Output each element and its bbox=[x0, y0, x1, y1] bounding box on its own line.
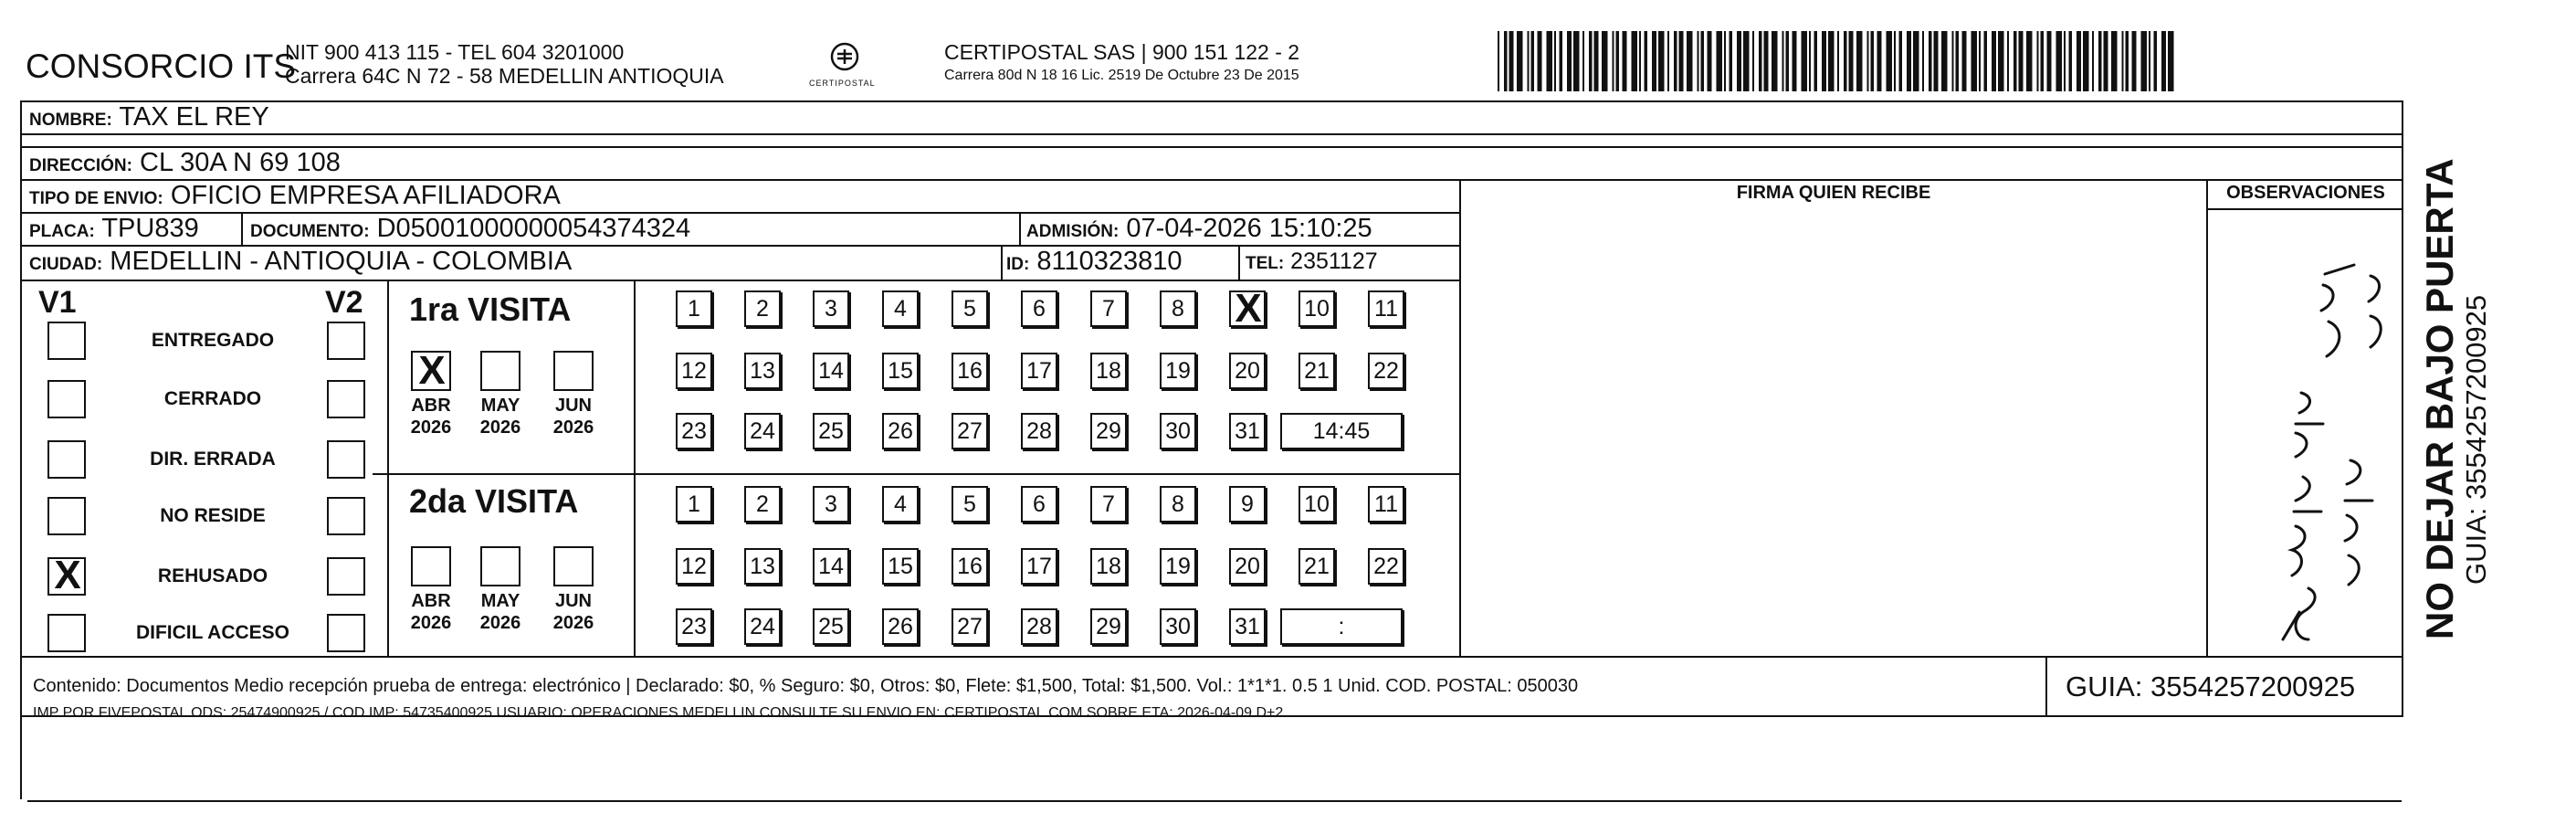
barcode-bar bbox=[2126, 31, 2129, 91]
month-year: 2026 bbox=[552, 613, 594, 633]
barcode-bar bbox=[1708, 31, 1712, 91]
barcode-bar bbox=[1971, 31, 1978, 91]
barcode-bar bbox=[1941, 31, 1948, 91]
v1-checkbox[interactable] bbox=[47, 497, 86, 535]
barcode-bar bbox=[1952, 31, 1954, 91]
barcode-bar bbox=[2168, 31, 2174, 91]
day-box[interactable]: 9 bbox=[1229, 486, 1266, 523]
day-box[interactable]: 17 bbox=[1021, 353, 1057, 389]
barcode-bar bbox=[1828, 31, 1835, 91]
check-mark-icon: X bbox=[418, 348, 446, 393]
day-box[interactable]: 15 bbox=[882, 548, 919, 585]
day-box[interactable]: 11 bbox=[1368, 486, 1404, 523]
first-visit-title: 1ra VISITA bbox=[409, 290, 572, 328]
admision-field bbox=[1026, 214, 1372, 244]
barcode-bar bbox=[1979, 31, 1981, 91]
day-box[interactable]: 25 bbox=[813, 608, 849, 645]
barcode-bar bbox=[1594, 31, 1599, 91]
placa-field bbox=[29, 214, 199, 244]
barcode-bar bbox=[1992, 31, 1996, 91]
barcode-bar bbox=[1632, 31, 1638, 91]
day-box[interactable]: 1 bbox=[676, 486, 712, 523]
barcode-bar bbox=[1913, 31, 1919, 91]
day-box[interactable]: 16 bbox=[952, 353, 988, 389]
tel-label: TEL: bbox=[1246, 254, 1285, 273]
day-box[interactable]: 26 bbox=[882, 608, 919, 645]
ciudad-field bbox=[29, 247, 572, 277]
day-box[interactable]: 10 bbox=[1299, 290, 1335, 327]
day-box[interactable]: 29 bbox=[1090, 413, 1127, 449]
barcode-bar bbox=[1822, 31, 1826, 91]
v1-checkbox[interactable] bbox=[47, 322, 86, 360]
tipo-envio-field bbox=[29, 181, 561, 211]
barcode-bar bbox=[2007, 31, 2009, 91]
day-box[interactable]: 31 bbox=[1229, 608, 1266, 645]
check-mark-icon: X bbox=[1235, 286, 1262, 331]
month-name: MAY bbox=[480, 591, 520, 611]
day-box[interactable]: 14 bbox=[813, 353, 849, 389]
month-year: 2026 bbox=[410, 417, 452, 438]
day-box[interactable]: 30 bbox=[1160, 608, 1196, 645]
company-name: CONSORCIO ITS bbox=[26, 48, 297, 85]
company-info bbox=[285, 40, 724, 88]
barcode-bar bbox=[1786, 31, 1790, 91]
day-box[interactable]: 8 bbox=[1160, 486, 1196, 523]
barcode-bar bbox=[1844, 31, 1847, 91]
day-box[interactable]: 2 bbox=[744, 290, 781, 327]
tel-value: 2351127 bbox=[1290, 248, 1378, 274]
barcode-bar bbox=[1962, 31, 1967, 91]
v1-checkbox[interactable] bbox=[47, 440, 86, 479]
day-box[interactable]: 26 bbox=[882, 413, 919, 449]
tel-field bbox=[1246, 248, 1378, 275]
day-box[interactable]: 16 bbox=[952, 548, 988, 585]
certipostal-info bbox=[944, 40, 1299, 88]
day-box[interactable]: 19 bbox=[1160, 548, 1196, 585]
certi-line: CERTIPOSTAL SAS | 900 151 122 - 2 bbox=[944, 40, 1300, 64]
day-box[interactable]: 7 bbox=[1090, 486, 1127, 523]
month-year: 2026 bbox=[479, 613, 521, 633]
barcode-bar bbox=[1907, 31, 1911, 91]
day-box[interactable]: 23 bbox=[676, 608, 712, 645]
v2-label: V2 bbox=[325, 285, 363, 320]
barcode-bar bbox=[2069, 31, 2073, 91]
direccion-label: DIRECCIÓN: bbox=[29, 156, 132, 175]
day-box[interactable] bbox=[1229, 286, 1266, 331]
barcode-bar bbox=[1856, 31, 1863, 91]
v2-checkbox[interactable] bbox=[327, 322, 365, 360]
first-visit-time[interactable]: 14:45 bbox=[1280, 413, 1403, 449]
barcode-bar bbox=[1730, 31, 1733, 91]
day-box[interactable]: 14 bbox=[813, 548, 849, 585]
barcode-bar bbox=[1538, 31, 1542, 91]
barcode-bar bbox=[1984, 31, 1988, 91]
id-field bbox=[1006, 247, 1183, 277]
side-guia: GUIA: 3554257200925 bbox=[2460, 294, 2492, 585]
barcode-bar bbox=[2092, 31, 2094, 91]
barcode-bar bbox=[1674, 31, 1677, 91]
day-box[interactable]: 22 bbox=[1368, 353, 1404, 389]
month-name: MAY bbox=[480, 396, 520, 416]
tipo-value: OFICIO EMPRESA AFILIADORA bbox=[170, 181, 561, 210]
barcode-bar bbox=[2111, 31, 2118, 91]
day-box[interactable]: 5 bbox=[952, 290, 988, 327]
day-box[interactable]: 17 bbox=[1021, 548, 1057, 585]
barcode-bar bbox=[2047, 31, 2052, 91]
footer-contents: Contenido: Documentos Medio recepción prueba de entrega: electrónico | Declarado: $0, % Seguro: $0, Otros: $0, Flete: $1,500, Total: $1,500. Vol.: 1*1*1. 0.5 1 Unid. COD. POSTAL: 050030 bbox=[33, 676, 1579, 696]
barcode-bar bbox=[1528, 31, 1530, 91]
day-box[interactable]: 12 bbox=[676, 548, 712, 585]
day-box[interactable]: 11 bbox=[1368, 290, 1404, 327]
day-box[interactable]: 20 bbox=[1229, 353, 1266, 389]
barcode-bar bbox=[1802, 31, 1808, 91]
day-box[interactable]: 7 bbox=[1090, 290, 1127, 327]
nombre-value: TAX EL REY bbox=[119, 102, 269, 132]
barcode-bar bbox=[1894, 31, 1896, 91]
barcode-bar bbox=[1582, 31, 1584, 91]
barcode-bar bbox=[2077, 31, 2081, 91]
day-box[interactable]: 8 bbox=[1160, 290, 1196, 327]
day-box[interactable]: 31 bbox=[1229, 413, 1266, 449]
barcode-bar bbox=[1759, 31, 1762, 91]
barcode-bar bbox=[1871, 31, 1875, 91]
month-label bbox=[546, 395, 601, 438]
nombre-field bbox=[29, 102, 269, 132]
v2-checkbox[interactable] bbox=[327, 614, 365, 652]
month-year: 2026 bbox=[479, 417, 521, 438]
documento-value: D05001000000054374324 bbox=[376, 214, 691, 243]
barcode-bar bbox=[1667, 31, 1669, 91]
day-box[interactable]: 23 bbox=[676, 413, 712, 449]
barcode-bar bbox=[1652, 31, 1656, 91]
barcode-bar bbox=[1934, 31, 1939, 91]
barcode-bar bbox=[2083, 31, 2089, 91]
status-label: DIFICIL ACCESO bbox=[135, 622, 289, 643]
barcode-bar bbox=[1687, 31, 1693, 91]
day-box[interactable]: 22 bbox=[1368, 548, 1404, 585]
barcode-bar bbox=[2161, 31, 2166, 91]
v1-checkbox[interactable] bbox=[47, 380, 86, 418]
barcode-bar bbox=[1877, 31, 1882, 91]
barcode-bar bbox=[2041, 31, 2045, 91]
day-box[interactable]: 24 bbox=[744, 413, 781, 449]
barcode-bar bbox=[1567, 31, 1572, 91]
second-visit-title: 2da VISITA bbox=[409, 482, 579, 520]
barcode-bar bbox=[1743, 31, 1750, 91]
barcode-bar bbox=[2122, 31, 2124, 91]
barcode-bar bbox=[1772, 31, 1778, 91]
month-checkbox[interactable] bbox=[480, 351, 520, 391]
v2-checkbox[interactable] bbox=[327, 380, 365, 418]
guia-number: GUIA: 3554257200925 bbox=[2066, 670, 2356, 702]
month-checkbox[interactable] bbox=[411, 348, 451, 393]
barcode-bar bbox=[1602, 31, 1608, 91]
barcode-bar bbox=[1498, 31, 1499, 91]
placa-value: TPU839 bbox=[101, 214, 199, 243]
address-line: Carrera 64C N 72 - 58 MEDELLIN ANTIOQUIA bbox=[285, 64, 724, 88]
month-label bbox=[546, 590, 601, 634]
barcode-bar bbox=[1679, 31, 1684, 91]
barcode-bar bbox=[1782, 31, 1784, 91]
barcode-bar bbox=[1793, 31, 1797, 91]
firma-label: FIRMA QUIEN RECIBE bbox=[1736, 183, 1931, 203]
observaciones-label: OBSERVACIONES bbox=[2226, 183, 2385, 203]
id-value: 8110323810 bbox=[1036, 247, 1183, 276]
direccion-field bbox=[29, 148, 341, 178]
day-box[interactable]: 13 bbox=[744, 548, 781, 585]
day-box[interactable]: 15 bbox=[882, 353, 919, 389]
day-box[interactable]: 20 bbox=[1229, 548, 1266, 585]
barcode-bar bbox=[1814, 31, 1818, 91]
status-label: DIR. ERRADA bbox=[150, 449, 276, 470]
month-name: ABR bbox=[411, 591, 451, 611]
barcode-bar bbox=[1998, 31, 2004, 91]
v1-checkbox[interactable] bbox=[47, 553, 86, 597]
handwritten-observation-icon bbox=[2208, 210, 2403, 656]
status-label: ENTREGADO bbox=[151, 330, 275, 351]
day-box[interactable]: 13 bbox=[744, 353, 781, 389]
id-label: ID: bbox=[1006, 255, 1030, 274]
nit-line: NIT 900 413 115 - TEL 604 3201000 bbox=[285, 40, 625, 64]
month-name: JUN bbox=[554, 591, 592, 611]
certi-license: Carrera 80d N 18 16 Lic. 2519 De Octubre 23 De 2015 bbox=[944, 68, 1299, 83]
status-label: CERRADO bbox=[163, 388, 262, 409]
barcode-bar bbox=[1616, 31, 1620, 91]
footer-print-info: IMP POR FIVEPOSTAL ODS: 25474900925 / COD.IMP: 54735400925 USUARIO: OPERACIONES MEDELLIN CONSULTE SU ENVIO EN: CERTIPOSTAL.COM SOBRE ETA: 2026-04-09 D+2 bbox=[33, 705, 1284, 721]
month-label bbox=[473, 395, 528, 438]
barcode-bar bbox=[1645, 31, 1648, 91]
admision-value: 07-04-2026 15:10:25 bbox=[1126, 214, 1372, 243]
month-name: ABR bbox=[411, 396, 451, 416]
barcode-bar bbox=[1867, 31, 1869, 91]
barcode-bar bbox=[2154, 31, 2158, 91]
placa-label: PLACA: bbox=[29, 222, 95, 241]
status-label: REHUSADO bbox=[157, 565, 268, 586]
barcode-bar bbox=[2064, 31, 2066, 91]
barcode-bar bbox=[2026, 31, 2033, 91]
barcode-bar bbox=[1509, 31, 1514, 91]
nombre-label: NOMBRE: bbox=[29, 111, 112, 130]
day-box[interactable]: 24 bbox=[744, 608, 781, 645]
status-label: NO RESIDE bbox=[160, 505, 266, 526]
barcode-bar bbox=[2141, 31, 2148, 91]
barcode-bar bbox=[2019, 31, 2024, 91]
v1-checkbox[interactable] bbox=[47, 614, 86, 652]
barcode-bar bbox=[1922, 31, 1924, 91]
barcode-bar bbox=[1764, 31, 1769, 91]
day-box[interactable]: 4 bbox=[882, 290, 919, 327]
barcode-bar bbox=[2056, 31, 2063, 91]
month-label bbox=[473, 590, 528, 634]
second-visit-time[interactable]: : bbox=[1280, 608, 1403, 645]
month-checkbox[interactable] bbox=[553, 351, 594, 391]
day-box[interactable]: 27 bbox=[952, 608, 988, 645]
month-name: JUN bbox=[554, 396, 592, 416]
barcode-bar bbox=[1809, 31, 1811, 91]
day-box[interactable]: 10 bbox=[1299, 486, 1335, 523]
direccion-value: CL 30A N 69 108 bbox=[140, 148, 341, 177]
day-box[interactable]: 18 bbox=[1090, 353, 1127, 389]
day-box[interactable]: 21 bbox=[1299, 353, 1335, 389]
ciudad-value: MEDELLIN - ANTIOQUIA - COLOMBIA bbox=[110, 247, 573, 276]
barcode-bar bbox=[1929, 31, 1932, 91]
barcode-bar bbox=[1717, 31, 1723, 91]
day-box[interactable]: 29 bbox=[1090, 608, 1127, 645]
barcode-bar bbox=[2149, 31, 2150, 91]
v2-checkbox[interactable] bbox=[327, 497, 365, 535]
barcode-bar bbox=[1639, 31, 1641, 91]
barcode-bar bbox=[1573, 31, 1580, 91]
day-box[interactable]: 28 bbox=[1021, 413, 1057, 449]
handwritten-observation-text bbox=[0, 0, 1, 1]
barcode-bar bbox=[1554, 31, 1556, 91]
day-box[interactable]: 12 bbox=[676, 353, 712, 389]
barcode-bar bbox=[1560, 31, 1563, 91]
day-box[interactable]: 18 bbox=[1090, 548, 1127, 585]
day-box[interactable]: 1 bbox=[676, 290, 712, 327]
barcode-bar bbox=[2013, 31, 2017, 91]
month-year: 2026 bbox=[410, 613, 452, 633]
documento-label: DOCUMENTO: bbox=[250, 222, 370, 241]
month-year: 2026 bbox=[552, 417, 594, 438]
barcode-bar bbox=[1899, 31, 1903, 91]
barcode bbox=[1498, 31, 2182, 91]
barcode-bar bbox=[1737, 31, 1741, 91]
barcode-bar bbox=[2037, 31, 2039, 91]
ciudad-label: CIUDAD: bbox=[29, 255, 103, 274]
barcode-bar bbox=[2132, 31, 2137, 91]
barcode-bar bbox=[2098, 31, 2102, 91]
barcode-bar bbox=[1547, 31, 1553, 91]
side-warning: NO DEJAR BAJO PUERTA bbox=[2418, 158, 2461, 639]
v2-checkbox[interactable] bbox=[327, 557, 365, 596]
barcode-bar bbox=[1658, 31, 1665, 91]
barcode-bar bbox=[2104, 31, 2108, 91]
admision-label: ADMISIÓN: bbox=[1026, 222, 1120, 241]
month-checkbox[interactable] bbox=[411, 546, 451, 586]
barcode-bar bbox=[1589, 31, 1593, 91]
v2-checkbox[interactable] bbox=[327, 440, 365, 479]
month-checkbox[interactable] bbox=[480, 546, 520, 586]
barcode-bar bbox=[1698, 31, 1699, 91]
barcode-bar bbox=[1504, 31, 1508, 91]
month-label bbox=[404, 395, 458, 438]
documento-field bbox=[250, 214, 690, 244]
barcode-bar bbox=[1837, 31, 1839, 91]
day-box[interactable]: 4 bbox=[882, 486, 919, 523]
barcode-bar bbox=[1613, 31, 1614, 91]
day-box[interactable]: 6 bbox=[1021, 486, 1057, 523]
barcode-bar bbox=[1849, 31, 1854, 91]
barcode-bar bbox=[1623, 31, 1627, 91]
day-box[interactable]: 25 bbox=[813, 413, 849, 449]
month-label bbox=[404, 590, 458, 634]
barcode-bar bbox=[1956, 31, 1960, 91]
check-mark-icon: X bbox=[54, 553, 81, 597]
barcode-bar bbox=[1701, 31, 1705, 91]
day-box[interactable]: 19 bbox=[1160, 353, 1196, 389]
barcode-bar bbox=[1752, 31, 1754, 91]
tipo-label: TIPO DE ENVIO: bbox=[29, 189, 163, 208]
day-box[interactable]: 6 bbox=[1021, 290, 1057, 327]
day-box[interactable]: 2 bbox=[744, 486, 781, 523]
barcode-bar bbox=[1887, 31, 1893, 91]
v1-label: V1 bbox=[38, 285, 77, 320]
day-box[interactable]: 3 bbox=[813, 486, 849, 523]
day-box[interactable]: 21 bbox=[1299, 548, 1335, 585]
logo-text: CERTIPOSTAL bbox=[809, 79, 876, 88]
month-checkbox[interactable] bbox=[553, 546, 594, 586]
barcode-bar bbox=[1517, 31, 1523, 91]
day-box[interactable]: 28 bbox=[1021, 608, 1057, 645]
day-box[interactable]: 27 bbox=[952, 413, 988, 449]
day-box[interactable]: 30 bbox=[1160, 413, 1196, 449]
day-box[interactable]: 5 bbox=[952, 486, 988, 523]
barcode-bar bbox=[1724, 31, 1726, 91]
day-box[interactable]: 3 bbox=[813, 290, 849, 327]
barcode-bar bbox=[1531, 31, 1535, 91]
